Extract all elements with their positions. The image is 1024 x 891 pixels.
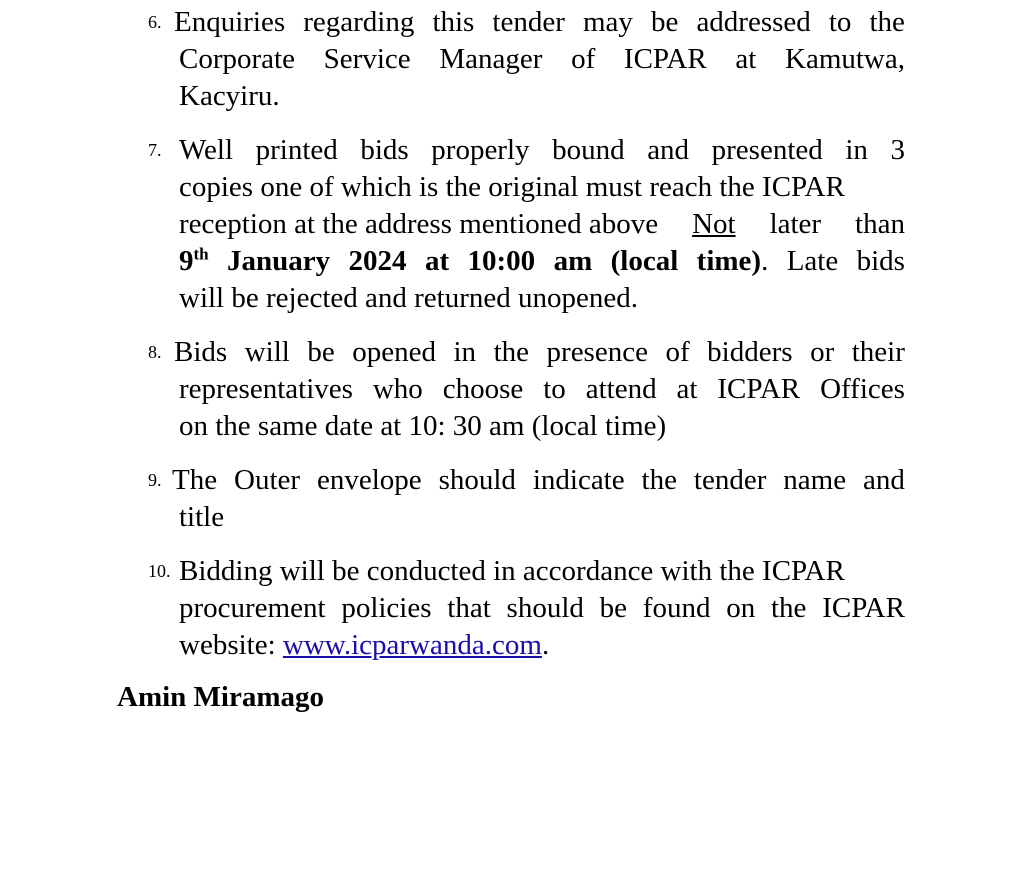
word: ICPAR [822,592,905,624]
word: may [582,6,633,38]
word: at [424,245,450,277]
word: Enquiries [174,6,286,38]
item-7-line-2: copies one of which is the original must reach the ICPAR [179,171,845,203]
word: who [372,373,423,405]
punctuation: . [761,245,769,277]
word: regarding [303,6,415,38]
word: time) [696,245,762,277]
word: procurement [179,592,326,624]
word: ICPAR [717,373,801,405]
word: tender [693,464,767,496]
word: be [599,592,628,624]
word: Kamutwa, [785,43,905,75]
word: and [863,464,905,496]
item-8-line-3: on the same date at 10: 30 am (local time) [179,410,667,442]
word: policies [341,592,432,624]
word: choose [442,373,524,405]
word: (local [610,245,679,277]
word: should [506,592,584,624]
word: the [869,6,905,38]
word: Bids [174,336,228,368]
item-number: 7. [148,140,162,160]
word: envelope [316,464,422,496]
word: representatives [179,373,353,405]
word: at [676,373,698,405]
item-6-line-1 [174,4,905,41]
word: on [726,592,756,624]
item-number: 8. [148,342,162,362]
item-10-line-2 [179,590,905,627]
underlined-word: Not [692,208,736,240]
item-number: 10. [148,561,171,581]
word: of [571,43,596,75]
item-6-line-3: Kacyiru. [179,80,280,112]
item-7-line-1 [179,132,905,169]
word: addressed [696,6,811,38]
word: or [810,336,835,368]
word: to [543,373,566,405]
word: the [771,592,807,624]
item-9-line-1 [172,462,905,499]
word: be [650,6,679,38]
item-8-line-1 [174,334,905,371]
word: of [665,336,690,368]
item-9-line-2: title [179,501,225,533]
word: printed [255,134,338,166]
word: presented [711,134,823,166]
word: Late [786,245,839,277]
word: will [244,336,290,368]
word: Well [179,134,234,166]
word: in [845,134,868,166]
word: and [647,134,690,166]
word: opened [352,336,436,368]
ordinal-suffix: th [193,244,209,264]
word: the [493,336,530,368]
word: Offices [820,373,905,405]
item-10-line-3 [179,627,549,664]
punctuation: . [541,629,550,661]
text-run: reception at the address mentioned above [179,208,659,240]
word: Corporate [179,43,295,75]
word: at [735,43,757,75]
word: in [453,336,477,368]
word: later [769,208,822,240]
item-number: 6. [148,12,162,32]
item-7-line-5: will be rejected and returned unopened. [179,282,638,314]
word: Manager [439,43,543,75]
website-link[interactable]: www.icparwanda.com [282,629,542,661]
word: than [855,208,905,240]
word: bids [856,245,905,277]
word: bound [552,134,625,166]
word: name [783,464,847,496]
item-8-line-2 [179,371,905,408]
word: tender [492,6,565,38]
word: to [828,6,852,38]
word: January [227,245,331,277]
word: the [641,464,677,496]
item-number: 9. [148,470,162,490]
signature-name: Amin Miramago [117,681,324,713]
item-10-line-1: Bidding will be conducted in accordance with the ICPAR [179,555,845,587]
word: attend [585,373,657,405]
word: this [432,6,475,38]
word: properly [431,134,530,166]
word: Outer [234,464,301,496]
word: presence [546,336,648,368]
word: bids [360,134,409,166]
word: should [438,464,516,496]
word: that [447,592,491,624]
word: ICPAR [623,43,707,75]
word: their [851,336,905,368]
day-number: 9 [179,245,194,277]
word: website: [179,629,276,661]
word: indicate [532,464,625,496]
word: The [172,464,218,496]
word: be [307,336,335,368]
item-6-line-2 [179,41,905,78]
word: 10:00 [467,245,536,277]
item-7-line-4 [179,243,905,280]
word: found [642,592,711,624]
word-with-period [697,243,769,280]
word: am [553,245,593,277]
deadline-day [179,243,209,280]
word: 2024 [348,245,407,277]
word: Service [323,43,411,75]
word: 3 [890,134,905,166]
word: bidders [707,336,793,368]
item-7-line-3 [179,206,905,243]
